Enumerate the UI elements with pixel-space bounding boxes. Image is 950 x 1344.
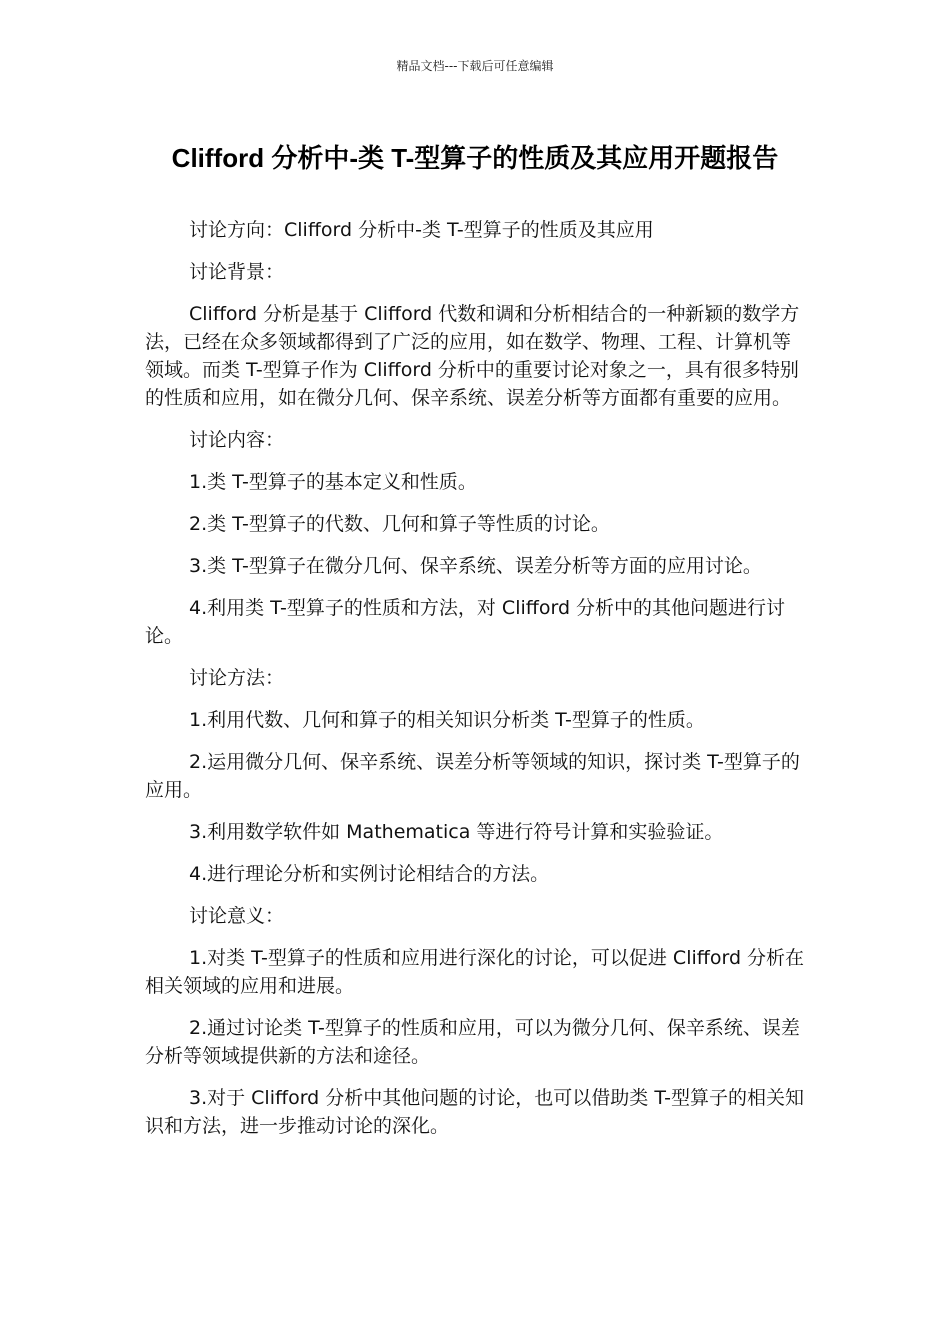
significance-item-1: 1.对类 T-型算子的性质和应用进行深化的讨论，可以促进 Clifford 分析在相关领域的应用和进展。 [145,947,805,997]
document-body [145,216,809,1154]
significance-item-2: 2.通过讨论类 T-型算子的性质和应用，可以为微分几何、保辛系统、误差分析等领域提供新的方法和途径。 [145,1017,800,1067]
significance-item-3: 3.对于 Clifford 分析中其他问题的讨论，也可以借助类 T-型算子的相关知识和方法，进一步推动讨论的深化。 [145,1087,805,1137]
section-heading-method: 讨论方法： [189,667,285,689]
research-direction: 讨论方向：Clifford 分析中-类 T-型算子的性质及其应用 [189,219,654,241]
method-item-4: 4.进行理论分析和实例讨论相结合的方法。 [189,863,550,885]
method-item-2: 2.运用微分几何、保辛系统、误差分析等领域的知识，探讨类 T-型算子的应用。 [145,751,800,801]
method-item-1: 1.利用代数、几何和算子的相关知识分析类 T-型算子的性质。 [189,709,705,731]
content-item-4: 4.利用类 T-型算子的性质和方法，对 Clifford 分析中的其他问题进行讨论。 [145,597,786,647]
document-title: Clifford 分析中-类 T-型算子的性质及其应用开题报告 [171,143,779,173]
header-note: 精品文档---下载后可任意编辑 [396,59,554,73]
content-item-1: 1.类 T-型算子的基本定义和性质。 [189,471,477,493]
method-item-3: 3.利用数学软件如 Mathematica 等进行符号计算和实验验证。 [189,821,724,843]
background-paragraph: Clifford 分析是基于 Clifford 代数和调和分析相结合的一种新颖的数学方法，已经在众多领域都得到了广泛的应用，如在数学、物理、工程、计算机等领域。而类 T-型算子作为 Clifford 分析中的重要讨论对象之一，具有很多特别的性质和应用，如在微分几何、保辛系统、误差分析等方面都有重要的应用。 [145,303,800,409]
content-item-2: 2.类 T-型算子的代数、几何和算子等性质的讨论。 [189,513,610,535]
section-heading-content: 讨论内容： [189,429,285,451]
content-item-3: 3.类 T-型算子在微分几何、保辛系统、误差分析等方面的应用讨论。 [189,555,762,577]
section-heading-significance: 讨论意义： [189,905,285,927]
section-heading-background: 讨论背景： [189,261,285,283]
